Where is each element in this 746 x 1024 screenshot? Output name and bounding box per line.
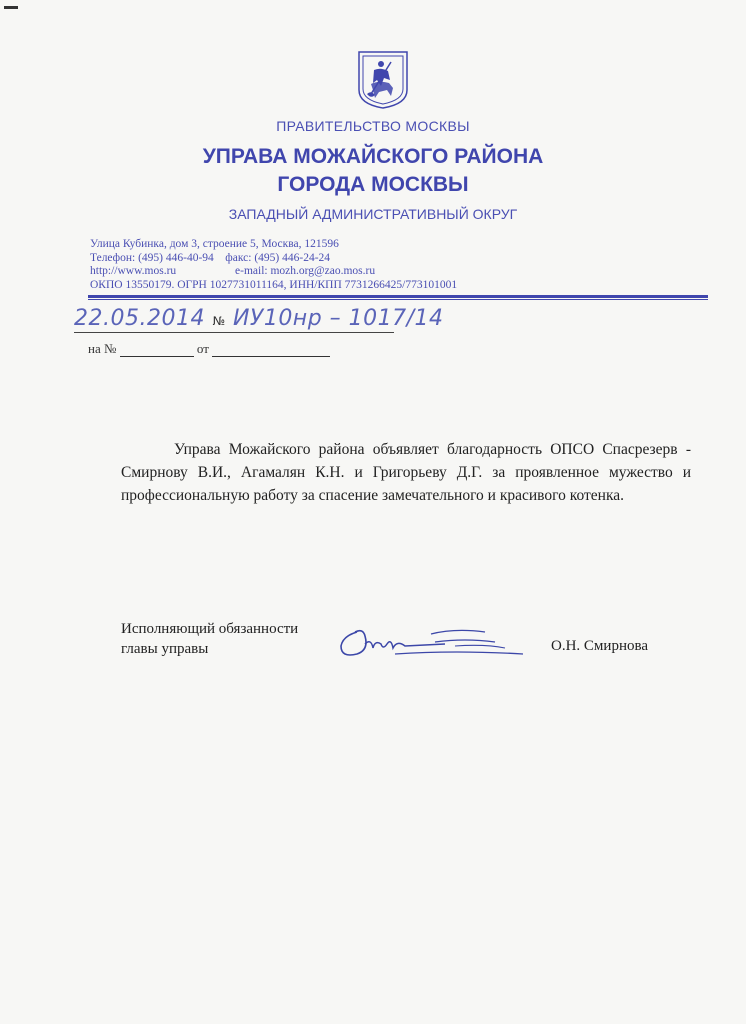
position-line2: главы управы (121, 641, 209, 657)
web-email-line (90, 265, 457, 279)
district-heading: ЗАПАДНЫЙ АДМИНИСТРАТИВНЫЙ ОКРУГ (228, 206, 518, 222)
signatory-name: О.Н. Смирнова (551, 638, 649, 654)
reference-on-label: на № (88, 341, 117, 356)
government-heading: ПРАВИТЕЛЬСТВО МОСКВЫ (276, 118, 470, 134)
reference-line (88, 341, 330, 357)
reference-date-blank (212, 344, 330, 357)
handwritten-date: 22.05.2014 (74, 306, 205, 331)
signatory-position (121, 619, 298, 659)
date-number-underline (74, 332, 394, 333)
website-text: http://www.mos.ru (90, 265, 177, 277)
scan-artifact (4, 6, 18, 9)
position-line1: Исполняющий обязанности (121, 621, 299, 637)
org-title-line1: УПРАВА МОЖАЙСКОГО РАЙОНА (202, 145, 544, 168)
email-text: e-mail: mozh.org@zao.mos.ru (235, 265, 376, 277)
reference-from-label: от (196, 341, 209, 356)
phone-fax-line (90, 252, 457, 266)
body-paragraph: Управа Можайского района объявляет благодарность ОПСО Спасрезерв - Смирнову В.И., Агамалян К.Н. и Григорьеву Д.Г. за проявленное мужество и профессиональную работу за спасение замечательного и красивого котенка. (121, 441, 691, 504)
letterhead-divider-thin (88, 299, 708, 300)
letter-body (121, 438, 691, 507)
phone-text: Телефон: (495) 446-40-94 (90, 251, 214, 264)
fax-text: факс: (495) 446-24-24 (225, 251, 331, 264)
moscow-coat-of-arms-icon (357, 50, 409, 110)
letterhead-divider (88, 295, 708, 298)
number-symbol: № (212, 314, 226, 328)
handwritten-number: ИУ10нр – 1017/14 (232, 306, 444, 331)
handwritten-signature (335, 614, 525, 664)
org-title-line2: ГОРОДА МОСКВЫ (277, 173, 469, 196)
address-line: Улица Кубинка, дом 3, строение 5, Москва, 121596 (90, 238, 339, 250)
registration-codes: ОКПО 13550179. ОГРН 1027731011164, ИНН/КПП 7731266425/773101001 (90, 278, 458, 291)
reference-number-blank (120, 344, 194, 357)
contact-block (90, 238, 457, 292)
outgoing-date-number (74, 306, 444, 331)
